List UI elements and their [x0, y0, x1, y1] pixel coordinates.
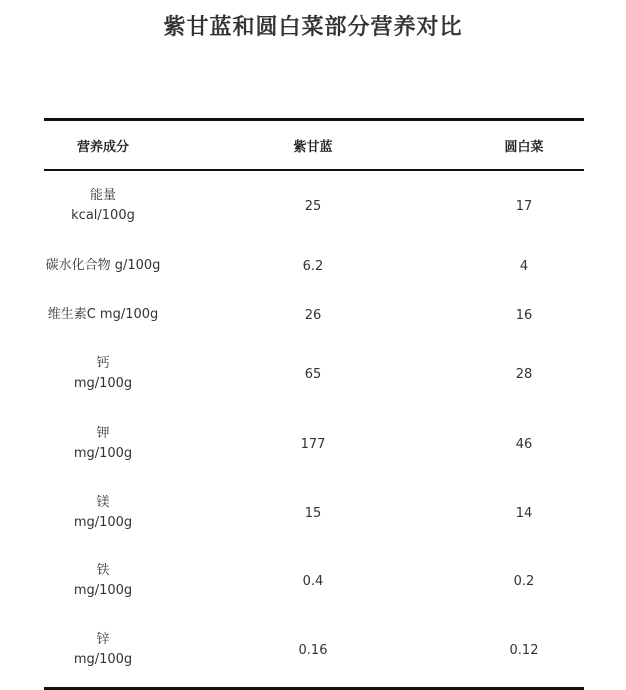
nutrient-label [44, 305, 162, 325]
nutrient-name: 维生素C [47, 307, 96, 322]
nutrient-label [44, 256, 162, 276]
table-row [44, 291, 584, 339]
nutrient-label [44, 424, 162, 464]
cabbage-value: 16 [515, 308, 533, 323]
table-row [44, 241, 584, 291]
nutrient-unit: kcal/100g [71, 208, 135, 223]
header-nutrient: 营养成分 [76, 139, 129, 155]
table-header-row [44, 121, 584, 169]
table-row [44, 171, 584, 241]
nutrient-unit: mg/100g [73, 583, 133, 598]
header-cabbage: 圆白菜 [504, 139, 544, 155]
nutrient-unit: mg/100g [73, 445, 133, 461]
nutrient-unit: mg/100g [73, 652, 133, 667]
table-row [44, 547, 584, 615]
cabbage-value: 4 [519, 259, 529, 274]
header-purple-cabbage: 紫甘蓝 [293, 139, 333, 155]
purple-cabbage-value: 26 [304, 308, 322, 323]
purple-cabbage-value: 15 [304, 505, 322, 521]
cabbage-value: 28 [515, 367, 533, 382]
table-row [44, 615, 584, 685]
purple-cabbage-value: 177 [300, 436, 326, 452]
cabbage-value: 0.12 [509, 643, 539, 658]
nutrient-name: 钙 [96, 356, 110, 371]
purple-cabbage-value: 6.2 [302, 259, 324, 274]
nutrient-name: 能量 [89, 188, 116, 203]
table-row [44, 409, 584, 478]
purple-cabbage-value: 0.4 [302, 574, 324, 589]
nutrient-unit: mg/100g [73, 514, 133, 530]
nutrient-name: 碳水化合物 [45, 258, 111, 273]
table-row [44, 339, 584, 409]
nutrient-unit: mg/100g [95, 307, 159, 322]
cabbage-value: 46 [515, 436, 533, 452]
nutrient-name: 钾 [96, 425, 110, 441]
nutrient-unit: g/100g [110, 258, 161, 273]
nutrient-name: 锌 [96, 632, 110, 647]
table-row [44, 478, 584, 547]
purple-cabbage-value: 25 [304, 199, 322, 214]
purple-cabbage-value: 65 [304, 367, 322, 382]
cabbage-value: 14 [515, 505, 533, 521]
nutrient-label [44, 354, 162, 394]
cabbage-value: 0.2 [513, 574, 535, 589]
nutrient-name: 镁 [96, 494, 110, 510]
nutrient-name: 铁 [96, 563, 110, 578]
nutrient-label [44, 186, 162, 226]
nutrient-label [44, 630, 162, 670]
nutrient-label [44, 493, 162, 533]
page-title: 紫甘蓝和圆白菜部分营养对比 [163, 15, 463, 40]
nutrient-label [44, 561, 162, 601]
nutrient-unit: mg/100g [73, 376, 133, 391]
nutrition-table [44, 118, 584, 690]
purple-cabbage-value: 0.16 [298, 643, 328, 658]
cabbage-value: 17 [515, 199, 533, 214]
